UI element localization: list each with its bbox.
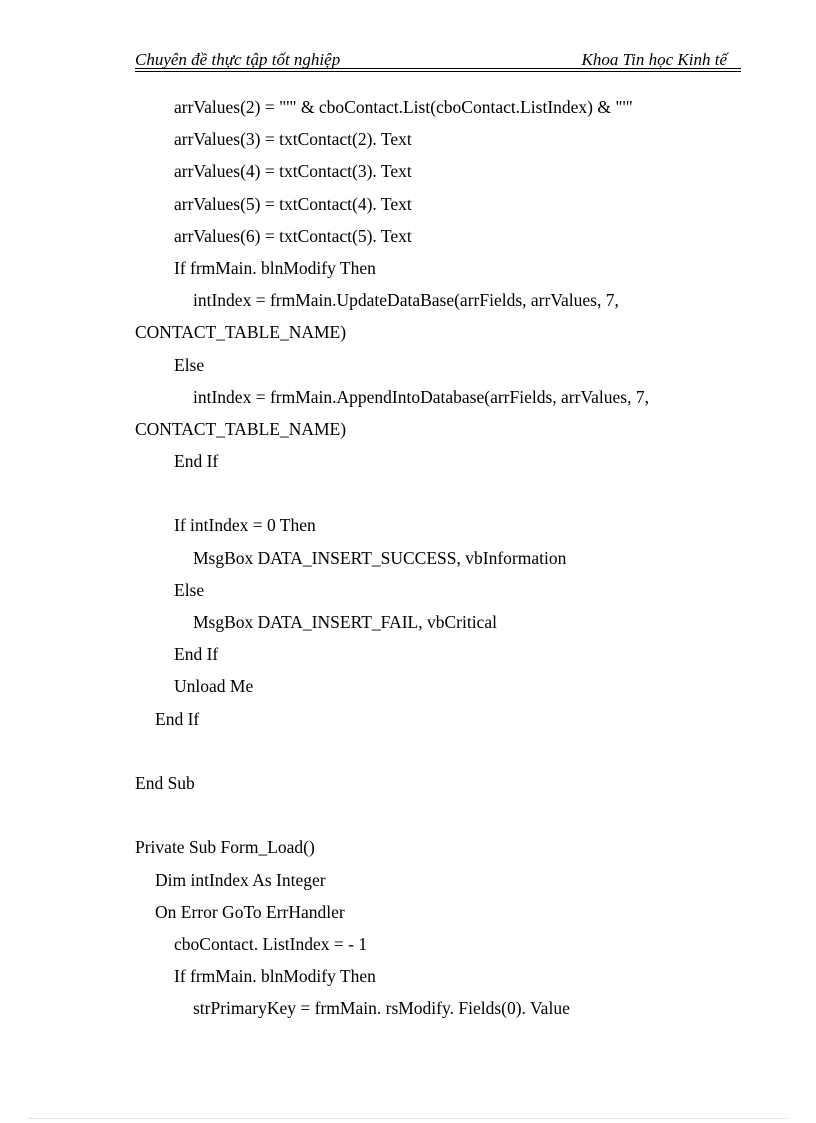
code-line: Dim intIndex As Integer: [155, 869, 326, 890]
code-line: intIndex = frmMain.UpdateDataBase(arrFields, arrValues, 7,: [193, 290, 619, 311]
code-line: MsgBox DATA_INSERT_SUCCESS, vbInformation: [193, 547, 567, 568]
code-line: arrValues(2) = "'" & cboContact.List(cboContact.ListIndex) & "'": [174, 97, 633, 117]
header-left-title: Chuyên đề thực tập tốt nghiệp: [135, 50, 341, 69]
code-line: CONTACT_TABLE_NAME): [135, 418, 347, 439]
code-line: MsgBox DATA_INSERT_FAIL, vbCritical: [193, 612, 497, 632]
page-header: [135, 48, 741, 72]
code-line: Private Sub Form_Load(): [135, 837, 315, 858]
code-line: If intIndex = 0 Then: [174, 515, 316, 536]
code-line: CONTACT_TABLE_NAME): [135, 322, 347, 343]
code-line: Unload Me: [174, 676, 254, 697]
code-line: cboContact. ListIndex = - 1: [174, 933, 368, 954]
code-line: On Error GoTo ErrHandler: [155, 901, 345, 922]
code-line: [135, 738, 735, 770]
code-line: [135, 802, 735, 834]
code-line: If frmMain. blnModify Then: [174, 257, 376, 278]
code-line: End If: [174, 451, 219, 472]
header-rule-top: [135, 68, 741, 69]
code-line: End If: [174, 644, 219, 665]
code-line: arrValues(6) = txtContact(5). Text: [174, 225, 412, 246]
code-line: intIndex = frmMain.AppendIntoDatabase(arrFields, arrValues, 7,: [193, 386, 649, 407]
code-line: End If: [155, 708, 200, 729]
code-line: arrValues(5) = txtContact(4). Text: [174, 193, 412, 214]
code-line: If frmMain. blnModify Then: [174, 966, 376, 987]
code-line: arrValues(4) = txtContact(3). Text: [174, 161, 412, 182]
header-rule-bottom: [135, 71, 741, 72]
footer-rule: [28, 1118, 788, 1119]
code-line: [135, 480, 735, 512]
header-right-title: Khoa Tin học Kinh tế: [581, 50, 727, 69]
code-line: strPrimaryKey = frmMain. rsModify. Fields(0). Value: [193, 998, 570, 1019]
code-line: Else: [174, 579, 205, 600]
code-listing: [135, 94, 735, 1027]
code-line: End Sub: [135, 772, 195, 793]
code-line: arrValues(3) = txtContact(2). Text: [174, 129, 412, 150]
code-line: Else: [174, 354, 205, 375]
